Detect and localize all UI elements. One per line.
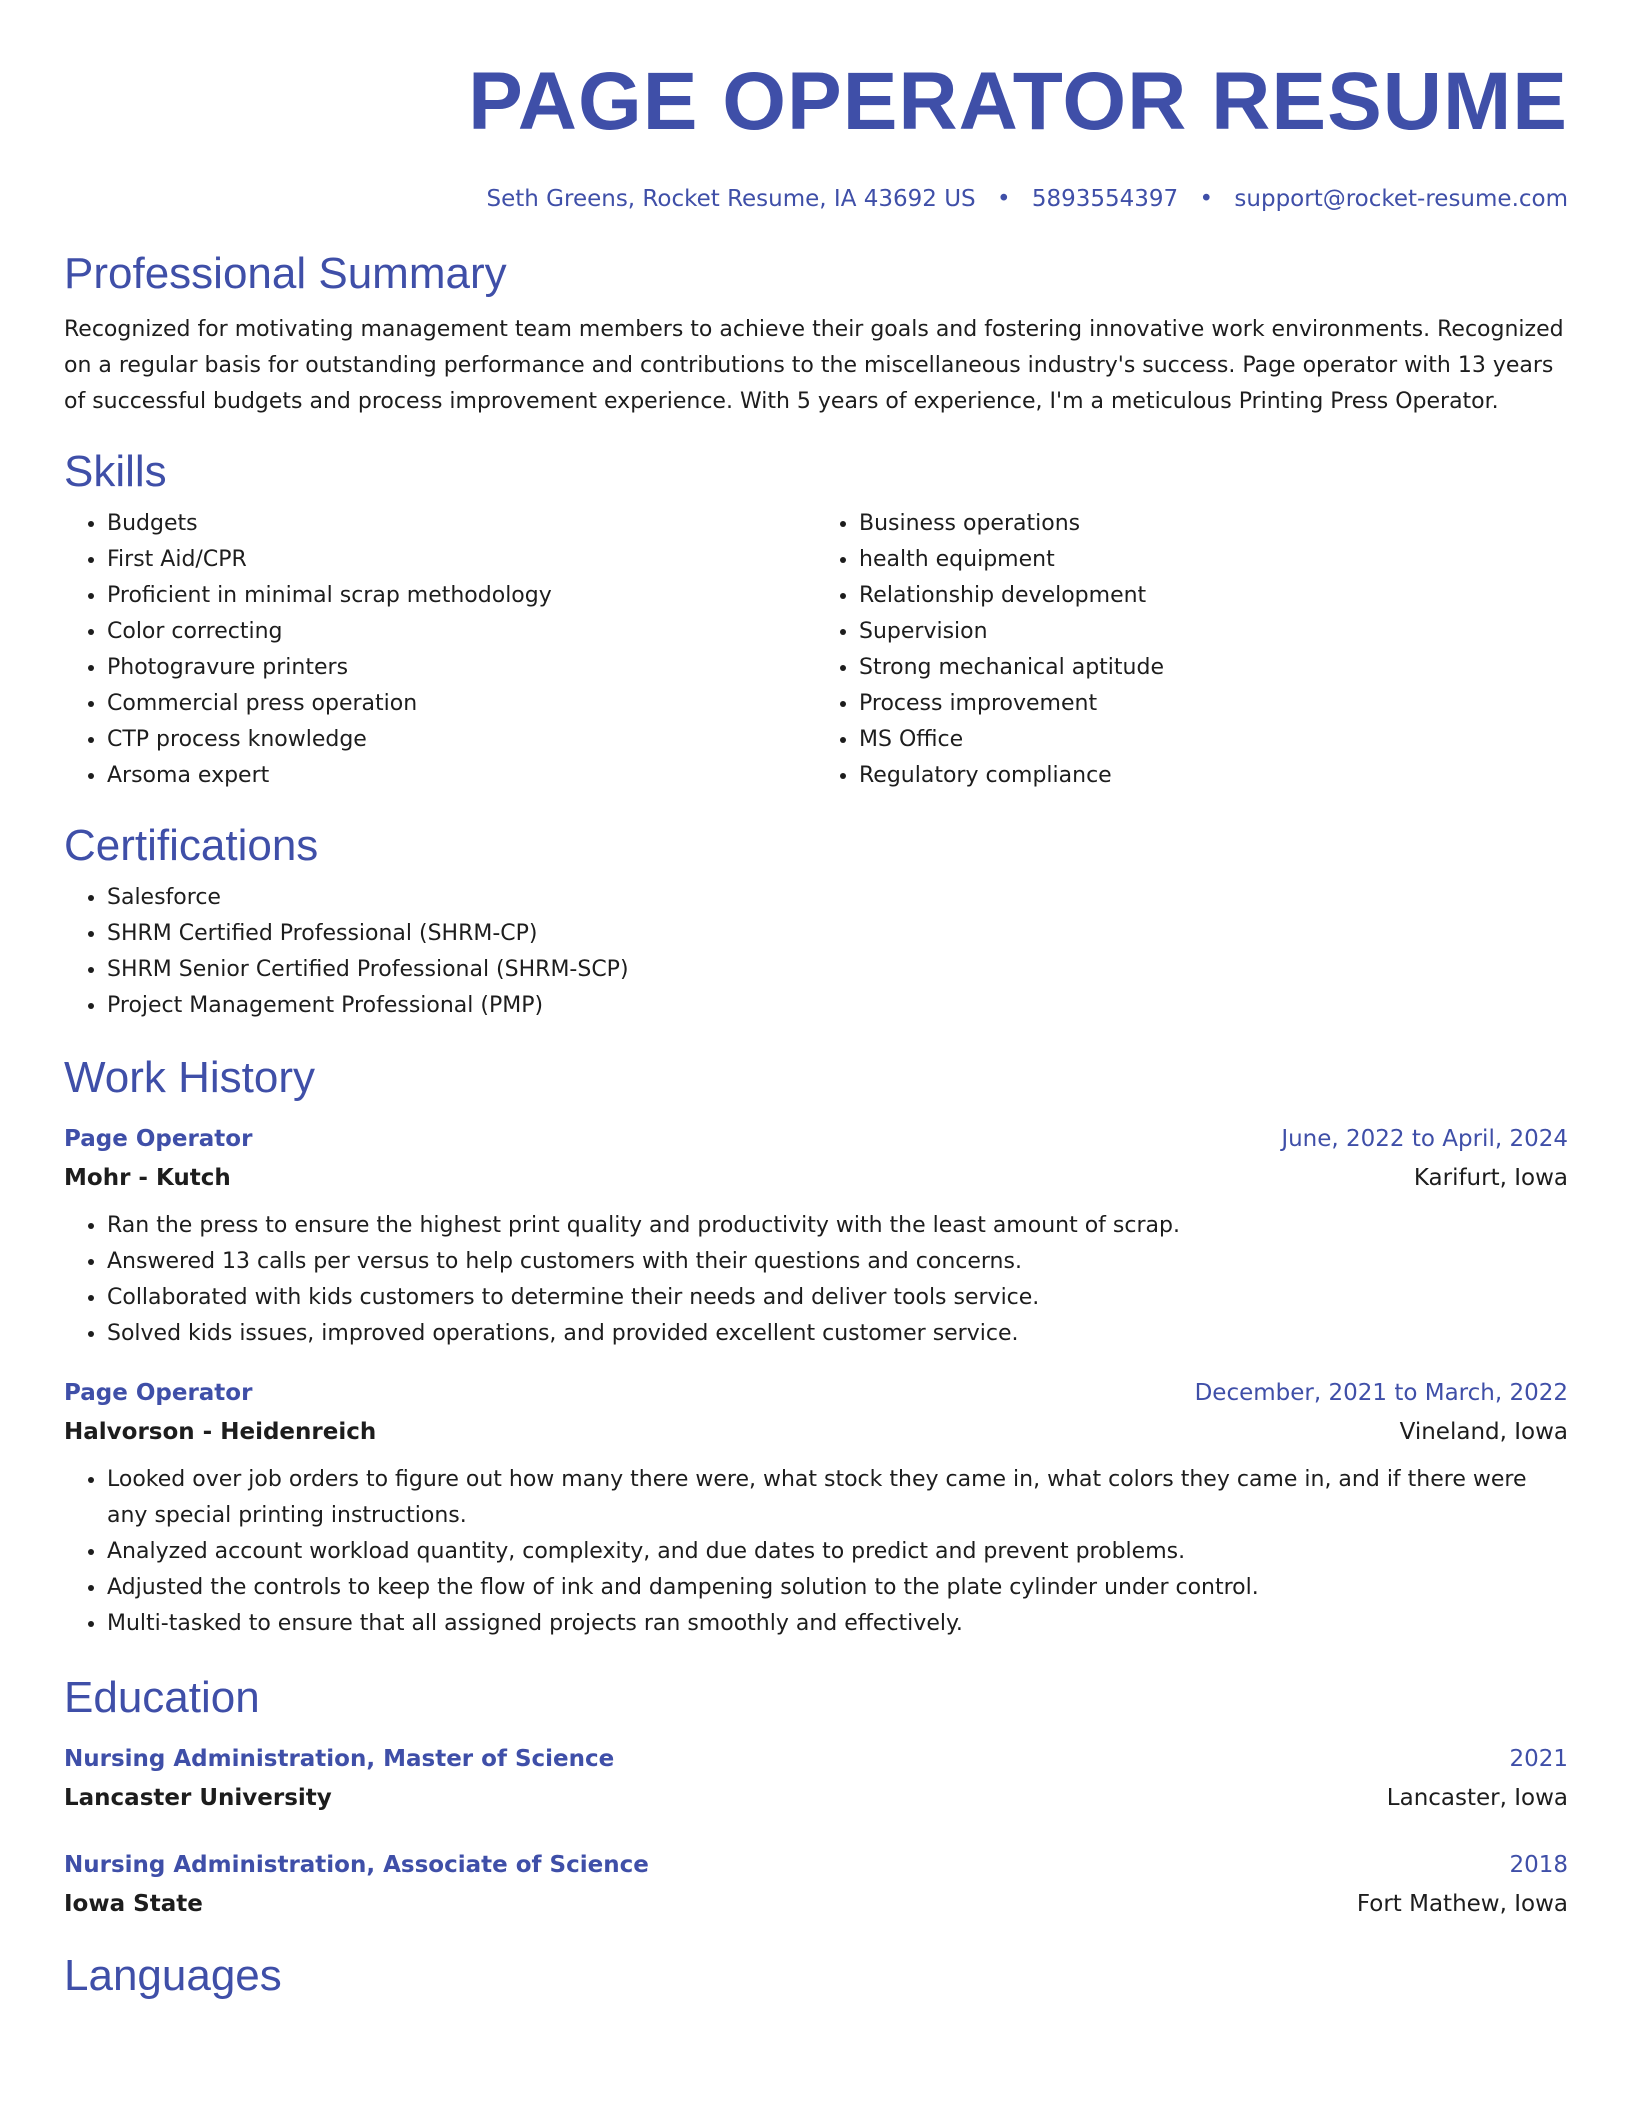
job-bullet: • Ran the press to ensure the highest print quality and productivity with the least amount of scrap. xyxy=(107,1208,1568,1244)
skill-item: • Arsoma expert xyxy=(107,758,816,794)
job-header-row xyxy=(64,1374,1568,1412)
education-section xyxy=(64,1672,1568,1924)
job-bullet: • Looked over job orders to figure out how many there were, what stock they came in, what colors they came in, and if there were any special printing instructions. xyxy=(107,1462,1568,1534)
languages-section xyxy=(64,1950,1568,2002)
job-bullets xyxy=(64,1208,1568,1352)
job-title: Page Operator xyxy=(64,1126,253,1152)
skill-item: • Regulatory compliance xyxy=(859,758,1568,794)
degree-name: Nursing Administration, Master of Science xyxy=(64,1746,615,1772)
job-company-row xyxy=(64,1412,1568,1452)
skill-item: • CTP process knowledge xyxy=(107,722,816,758)
job-bullet: • Solved kids issues, improved operations, and provided excellent customer service. xyxy=(107,1316,1568,1352)
degree-entry xyxy=(64,1740,1568,1818)
skill-item: • Proficient in minimal scrap methodology xyxy=(107,578,816,614)
job-entry xyxy=(64,1120,1568,1352)
job-dates: June, 2022 to April, 2024 xyxy=(1281,1126,1568,1152)
certifications-section xyxy=(64,820,1568,1024)
degree-location: Fort Mathew, Iowa xyxy=(1356,1891,1568,1917)
work-history-section xyxy=(64,1052,1568,1642)
certification-item: • Project Management Professional (PMP) xyxy=(107,988,1568,1024)
job-bullet: • Adjusted the controls to keep the flow of ink and dampening solution to the plate cylinder under control. xyxy=(107,1570,1568,1606)
job-bullet: • Analyzed account workload quantity, complexity, and due dates to predict and prevent problems. xyxy=(107,1534,1568,1570)
skill-item: • Strong mechanical aptitude xyxy=(859,650,1568,686)
job-header-row xyxy=(64,1120,1568,1158)
degree-location: Lancaster, Iowa xyxy=(1386,1785,1568,1811)
skill-item: • Process improvement xyxy=(859,686,1568,722)
skills-section xyxy=(64,446,1568,794)
job-location: Karifurt, Iowa xyxy=(1413,1165,1568,1191)
contact-phone: 5893554397 xyxy=(1031,186,1179,212)
work-history-heading: Work History xyxy=(64,1053,315,1102)
skills-heading: Skills xyxy=(64,447,167,496)
degree-school: Lancaster University xyxy=(64,1785,332,1811)
contact-line xyxy=(64,184,1568,214)
job-company-row xyxy=(64,1158,1568,1198)
degree-year: 2018 xyxy=(1509,1852,1568,1878)
job-dates: December, 2021 to March, 2022 xyxy=(1194,1380,1568,1406)
skill-item: • health equipment xyxy=(859,542,1568,578)
summary-text: Recognized for motivating management team members to achieve their goals and fostering innovative work environments. Recognized on a regular basis for outstanding performance and contributions to the miscellaneous industry's success. Page operator with 13 years of successful budgets and process improvement experience. With 5 years of experience, I'm a meticulous Printing Press Operator. xyxy=(64,317,1564,414)
job-title: Page Operator xyxy=(64,1380,253,1406)
degree-year: 2021 xyxy=(1509,1746,1568,1772)
skill-item: • Business operations xyxy=(859,506,1568,542)
job-entry xyxy=(64,1374,1568,1642)
contact-separator: • xyxy=(996,186,1011,212)
skill-item: • Budgets xyxy=(107,506,816,542)
skills-columns xyxy=(64,506,1568,794)
resume-header xyxy=(64,0,1568,214)
job-location: Vineland, Iowa xyxy=(1399,1419,1568,1445)
degree-school-row xyxy=(64,1778,1568,1818)
certifications-list xyxy=(64,880,1568,1024)
degree-header-row xyxy=(64,1740,1568,1778)
certification-item: • SHRM Senior Certified Professional (SHRM-SCP) xyxy=(107,952,1568,988)
job-bullets xyxy=(64,1462,1568,1642)
job-company: Mohr - Kutch xyxy=(64,1165,231,1191)
degree-header-row xyxy=(64,1846,1568,1884)
skill-item: • Photogravure printers xyxy=(107,650,816,686)
skill-item: • Color correcting xyxy=(107,614,816,650)
contact-email: support@rocket-resume.com xyxy=(1234,186,1568,212)
languages-heading: Languages xyxy=(64,1951,282,2000)
degree-entry xyxy=(64,1846,1568,1924)
certification-item: • SHRM Certified Professional (SHRM-CP) xyxy=(107,916,1568,952)
skill-item: • Commercial press operation xyxy=(107,686,816,722)
skills-list-left xyxy=(64,506,816,794)
degree-name: Nursing Administration, Associate of Science xyxy=(64,1852,649,1878)
degree-school-row xyxy=(64,1884,1568,1924)
degree-school: Iowa State xyxy=(64,1891,203,1917)
summary-section xyxy=(64,248,1568,420)
resume-title: PAGE OPERATOR RESUME xyxy=(468,56,1568,147)
skill-item: • Supervision xyxy=(859,614,1568,650)
job-bullet: • Answered 13 calls per versus to help customers with their questions and concerns. xyxy=(107,1244,1568,1280)
skill-item: • Relationship development xyxy=(859,578,1568,614)
skills-list-right xyxy=(816,506,1568,794)
contact-separator: • xyxy=(1199,186,1214,212)
certifications-heading: Certifications xyxy=(64,821,319,870)
certification-item: • Salesforce xyxy=(107,880,1568,916)
skill-item: • MS Office xyxy=(859,722,1568,758)
summary-heading: Professional Summary xyxy=(64,249,507,298)
contact-address: Seth Greens, Rocket Resume, IA 43692 US xyxy=(486,186,976,212)
job-bullet: • Collaborated with kids customers to determine their needs and deliver tools service. xyxy=(107,1280,1568,1316)
education-heading: Education xyxy=(64,1673,260,1722)
job-company: Halvorson - Heidenreich xyxy=(64,1419,377,1445)
job-bullet: • Multi-tasked to ensure that all assigned projects ran smoothly and effectively. xyxy=(107,1606,1568,1642)
skill-item: • First Aid/CPR xyxy=(107,542,816,578)
